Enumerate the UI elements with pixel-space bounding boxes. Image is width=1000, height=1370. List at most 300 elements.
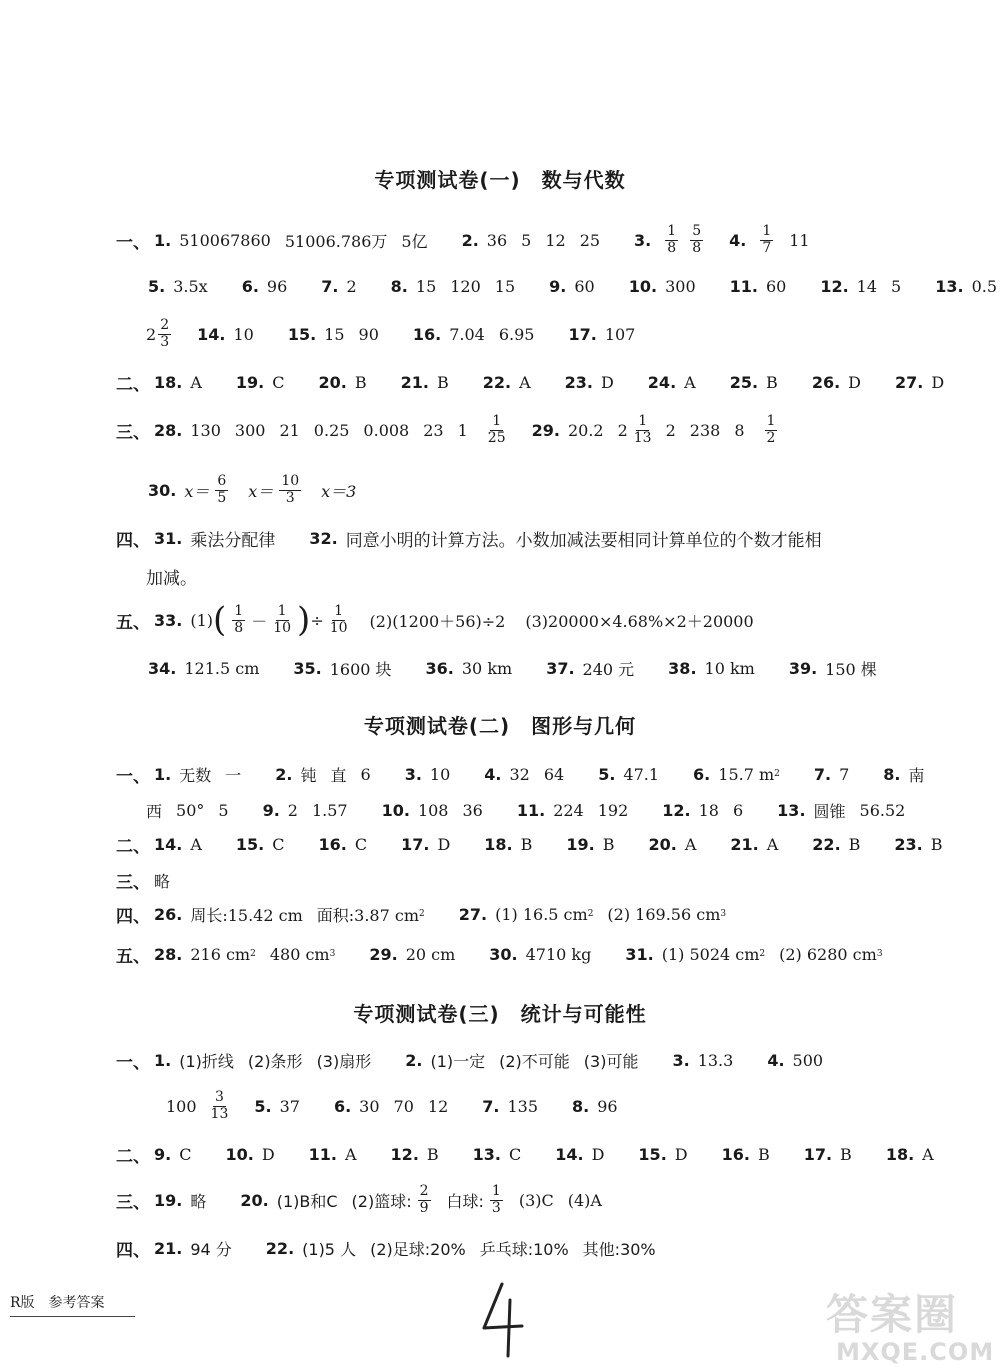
- q-number: 16.: [318, 834, 347, 854]
- answer: 10: [233, 324, 254, 344]
- q-number: 19.: [235, 372, 265, 392]
- answer: 乒乓球:10%: [479, 1239, 569, 1259]
- section-label: 二、: [116, 1146, 150, 1167]
- section-label: 三、: [116, 1192, 150, 1213]
- answer: A: [684, 372, 696, 392]
- answer: 其他:30%: [582, 1239, 656, 1259]
- fraction: $\frac{10}{3}$: [281, 473, 300, 506]
- superscript: 2: [759, 949, 766, 959]
- answer: 47.1: [623, 764, 660, 784]
- superscript: 3: [876, 949, 883, 959]
- answer: 4710 kg: [525, 944, 592, 964]
- answer-line: [116, 1040, 837, 1080]
- q-number: 1.: [154, 1050, 172, 1070]
- fraction: $\frac{3}{13}$: [210, 1089, 229, 1122]
- answer: 2: [287, 800, 298, 820]
- fraction: $\frac{1}{2}$: [766, 413, 776, 446]
- fraction: $\frac{1}{10}$: [329, 603, 348, 636]
- superscript: 3: [329, 949, 336, 959]
- answer: C: [354, 834, 368, 854]
- answer: D: [931, 372, 945, 392]
- answer: D: [674, 1144, 688, 1164]
- answer: 60: [765, 276, 787, 296]
- fraction: $\frac{2}{3}$: [160, 317, 170, 350]
- q-number: 3.: [634, 230, 652, 250]
- section-title-3: 专项测试卷(三) 统计与可能性: [353, 1002, 647, 1026]
- answer: 30: [359, 1096, 380, 1116]
- answer: (2)不可能: [499, 1051, 570, 1071]
- q-number: 1.: [154, 230, 172, 250]
- answer: 12: [427, 1096, 449, 1116]
- answer: D: [437, 834, 451, 854]
- answer: 100: [166, 1096, 197, 1116]
- answer-line: [116, 824, 957, 864]
- answer: x＝: [248, 481, 274, 501]
- q-number: 6.: [241, 276, 259, 296]
- answer-line: [116, 410, 783, 450]
- answer: D: [848, 372, 861, 392]
- q-number: 18.: [885, 1144, 915, 1164]
- q-number: 1.: [154, 764, 172, 784]
- watermark-text: 答案圈: [826, 1290, 959, 1339]
- q-number: 7.: [813, 764, 832, 784]
- superscript: 2: [774, 769, 780, 779]
- answer: 64: [543, 764, 565, 784]
- answer: (1) 16.5 cm: [495, 904, 588, 924]
- answer: C: [272, 372, 285, 392]
- answer: 130: [190, 420, 221, 440]
- answer: B: [757, 1144, 770, 1164]
- q-number: 17.: [401, 834, 430, 854]
- fraction: $\frac{1}{8}$: [667, 223, 677, 256]
- answer: 6.95: [498, 324, 535, 344]
- answer: B: [354, 372, 367, 392]
- answer: 11: [789, 230, 810, 250]
- answer: 15.7 m: [718, 764, 775, 784]
- fraction: $\frac{1}{3}$: [491, 1183, 501, 1216]
- answer: 120: [450, 276, 481, 296]
- right-paren-icon: ): [297, 600, 311, 640]
- answer: 13.3: [697, 1050, 734, 1070]
- q-number: 9.: [154, 1144, 172, 1164]
- answer: 面积:3.87 cm: [316, 905, 420, 925]
- answer: A: [190, 372, 202, 392]
- q-number: 8.: [572, 1096, 590, 1116]
- answer: 7.04: [449, 324, 485, 344]
- q-number: 26.: [154, 904, 183, 924]
- answer: 5亿: [401, 231, 428, 251]
- answer: (1): [190, 610, 214, 630]
- section-label: 五、: [116, 946, 150, 967]
- q-number: 28.: [154, 944, 183, 964]
- answer: C: [272, 834, 285, 854]
- q-number: 20.: [648, 834, 677, 854]
- q-number: 5.: [148, 276, 166, 296]
- section-title-2: 专项测试卷(二) 图形与几何: [363, 714, 637, 738]
- answer: 5: [521, 230, 532, 250]
- answer: 10: [429, 764, 451, 784]
- answer-line: [116, 600, 754, 640]
- q-number: 31.: [154, 528, 183, 548]
- answer: 192: [597, 800, 629, 820]
- answer: 略: [154, 871, 171, 891]
- q-number: 12.: [390, 1144, 419, 1164]
- q-number: 30.: [489, 944, 518, 964]
- q-number: 22.: [482, 372, 512, 392]
- answer-line: [146, 556, 197, 596]
- answer: 5: [891, 276, 902, 296]
- answer: 21: [279, 420, 300, 440]
- answer: 0.5: [971, 276, 998, 296]
- q-number: 14.: [197, 324, 226, 344]
- section-label: 四、: [116, 530, 150, 551]
- q-number: 3.: [672, 1050, 690, 1070]
- answer: (1)折线: [179, 1051, 234, 1071]
- q-number: 8.: [883, 764, 901, 784]
- answer: D: [600, 372, 614, 392]
- q-number: 32.: [309, 528, 338, 548]
- answer: 圆锥: [813, 801, 846, 821]
- answer: (2)篮球:: [351, 1191, 412, 1211]
- section-label: 一、: [116, 1052, 150, 1073]
- q-number: 29.: [531, 420, 560, 440]
- q-number: 2.: [275, 764, 293, 784]
- answer: 1.57: [311, 800, 348, 820]
- q-number: 34.: [148, 658, 177, 678]
- answer: 12: [545, 230, 566, 250]
- answer: A: [519, 372, 531, 392]
- answer: 36: [462, 800, 483, 820]
- handwritten-page-number-icon: [472, 1280, 528, 1360]
- q-number: 37.: [546, 658, 575, 678]
- q-number: 23.: [564, 372, 593, 392]
- answer: 1: [457, 420, 468, 440]
- answer: 94 分: [190, 1239, 232, 1259]
- fraction: $\frac{1}{7}$: [762, 223, 772, 256]
- q-number: 15.: [287, 324, 317, 344]
- answer: 135: [507, 1096, 539, 1116]
- q-number: 39.: [788, 658, 818, 678]
- q-number: 2.: [405, 1050, 423, 1070]
- q-number: 20.: [240, 1190, 269, 1210]
- answer: (2)足球:20%: [370, 1239, 466, 1259]
- q-number: 21.: [400, 372, 429, 392]
- answer: D: [261, 1144, 275, 1164]
- section-label: 四、: [116, 1240, 150, 1261]
- answer: 36: [486, 230, 508, 250]
- q-number: 31.: [625, 944, 654, 964]
- answer: (2) 6280 cm: [779, 944, 877, 964]
- q-number: 11.: [516, 800, 546, 820]
- answer-line: [116, 754, 925, 794]
- q-number: 5.: [254, 1096, 272, 1116]
- q-number: 11.: [308, 1144, 337, 1164]
- answer: 2: [665, 420, 676, 440]
- answer-line: [146, 470, 356, 510]
- answer: 20 cm: [405, 944, 456, 964]
- section-title-1: 专项测试卷(一) 数与代数: [374, 168, 626, 192]
- answer: 51006.786万: [284, 231, 388, 251]
- answer: C: [509, 1144, 522, 1164]
- q-number: 24.: [647, 372, 677, 392]
- answer: (2) 169.56 cm: [607, 904, 721, 924]
- fraction: $\frac{5}{8}$: [692, 223, 702, 256]
- q-number: 4.: [484, 764, 502, 784]
- answer: B: [766, 372, 778, 392]
- answer: B: [426, 1144, 439, 1164]
- operator: ÷: [310, 610, 324, 630]
- answer: 90: [358, 324, 379, 344]
- answer: 30 km: [461, 658, 513, 678]
- q-number: 20.: [318, 372, 347, 392]
- q-number: 4.: [729, 230, 747, 250]
- left-paren-icon: (: [213, 600, 227, 640]
- superscript: 2: [419, 909, 425, 919]
- answer-line: [146, 266, 1000, 306]
- answer: 50°: [176, 800, 205, 820]
- fraction: $\frac{1}{10}$: [273, 603, 292, 636]
- q-number: 12.: [820, 276, 849, 296]
- answer-line: [116, 1180, 616, 1220]
- q-number: 22.: [812, 834, 841, 854]
- answer: 238: [689, 420, 721, 440]
- answer: 96: [597, 1096, 618, 1116]
- answer: 107: [604, 324, 636, 344]
- answer: 500: [792, 1050, 824, 1070]
- q-number: 17.: [803, 1144, 833, 1164]
- answer: 240 元: [582, 659, 635, 679]
- q-number: 28.: [154, 420, 183, 440]
- answer: 300: [665, 276, 696, 296]
- answer-line: [166, 1086, 632, 1126]
- answer: A: [190, 834, 202, 854]
- answer: 1600 块: [329, 659, 392, 679]
- answer: x＝3: [321, 481, 357, 501]
- answer: 0.25: [313, 420, 350, 440]
- q-number: 29.: [369, 944, 398, 964]
- q-number: 19.: [566, 834, 595, 854]
- answer: 510067860: [179, 230, 271, 250]
- section-label: 三、: [116, 422, 150, 443]
- answer: 60: [574, 276, 595, 296]
- answer: 南: [908, 765, 925, 785]
- answer: (1)B和C: [276, 1191, 338, 1211]
- q-number: 9.: [549, 276, 567, 296]
- answer: 70: [393, 1096, 414, 1116]
- section-label: 一、: [116, 232, 150, 253]
- q-number: 4.: [767, 1050, 785, 1070]
- q-number: 12.: [662, 800, 691, 820]
- answer: (2)条形: [247, 1051, 303, 1071]
- q-number: 25.: [729, 372, 759, 392]
- answer: (4)A: [567, 1190, 602, 1210]
- answer-line: [116, 894, 726, 934]
- answer: 无数: [179, 765, 212, 785]
- answer-line: [116, 362, 958, 402]
- q-number: 23.: [894, 834, 923, 854]
- answer: D: [591, 1144, 605, 1164]
- answer-line: [116, 1228, 670, 1268]
- q-number: 21.: [730, 834, 759, 854]
- q-number: 5.: [598, 764, 616, 784]
- answer: 150 棵: [825, 659, 877, 679]
- answer: A: [344, 1144, 357, 1164]
- answer: A: [684, 834, 697, 854]
- answer: (3)C: [518, 1190, 554, 1210]
- operator: －: [251, 611, 268, 631]
- answer: (1)一定: [430, 1051, 486, 1071]
- answer-line: [146, 314, 649, 354]
- q-number: 6.: [693, 764, 711, 784]
- q-number: 8.: [390, 276, 408, 296]
- footer-edition: [10, 1292, 105, 1312]
- answer: 钝: [300, 765, 317, 785]
- q-number: 3.: [404, 764, 422, 784]
- answer: 6: [732, 800, 744, 820]
- q-number: 14.: [154, 834, 183, 854]
- q-number: 16.: [721, 1144, 750, 1164]
- answer-line: [146, 648, 891, 688]
- q-number: 7.: [482, 1096, 500, 1116]
- edition-label: R版 参考答案: [10, 1295, 105, 1311]
- fraction: $\frac{1}{8}$: [234, 603, 244, 636]
- q-number: 13.: [472, 1144, 501, 1164]
- answer: 56.52: [859, 800, 906, 820]
- answer-line: [116, 220, 824, 260]
- section-label: 四、: [116, 906, 150, 927]
- answer: 周长:15.42 cm: [190, 905, 303, 925]
- answer: C: [179, 1144, 192, 1164]
- answer: 14: [856, 276, 878, 296]
- answer: 216 cm: [190, 944, 251, 964]
- answer: 15: [415, 276, 437, 296]
- answer: 白球:: [446, 1191, 484, 1211]
- section-label: 五、: [116, 612, 150, 633]
- answer: 0.008: [363, 420, 410, 440]
- superscript: 2: [587, 909, 594, 919]
- answer: 2: [346, 276, 357, 296]
- answer: 2: [617, 420, 628, 440]
- q-number: 27.: [458, 904, 488, 924]
- q-number: 18.: [154, 372, 183, 392]
- answer: B: [930, 834, 943, 854]
- q-number: 19.: [154, 1190, 183, 1210]
- answer: 6: [360, 764, 371, 784]
- answer: 25: [579, 230, 601, 250]
- answer: 108: [417, 800, 449, 820]
- q-number: 7.: [321, 276, 339, 296]
- answer: B: [602, 834, 615, 854]
- fraction: $\frac{1}{25}$: [487, 413, 506, 446]
- answer: B: [436, 372, 449, 392]
- q-number: 10.: [628, 276, 658, 296]
- answer: 18: [698, 800, 719, 820]
- q-number: 18.: [484, 834, 513, 854]
- answer: x＝: [184, 481, 210, 501]
- answer: 8: [734, 420, 745, 440]
- answer-line: [116, 934, 883, 974]
- answer: 15: [494, 276, 516, 296]
- answer: 加减。: [146, 568, 197, 589]
- q-number: 13.: [935, 276, 964, 296]
- answer: 略: [190, 1191, 207, 1211]
- q-number: 9.: [262, 800, 280, 820]
- superscript: 2: [250, 949, 256, 959]
- q-number: 10.: [225, 1144, 254, 1164]
- answer: 同意小明的计算方法。小数加减法要相同计算单位的个数才能相: [345, 530, 822, 551]
- answer-line: [116, 1134, 948, 1174]
- answer: B: [848, 834, 861, 854]
- q-number: 15.: [638, 1144, 667, 1164]
- q-number: 35.: [293, 658, 322, 678]
- q-number: 21.: [154, 1238, 183, 1258]
- q-number: 33.: [154, 610, 183, 630]
- answer: 2: [146, 324, 157, 344]
- fraction: $\frac{6}{5}$: [217, 473, 227, 506]
- answer: 西: [146, 801, 163, 821]
- answer: 直: [330, 765, 347, 785]
- answer: (3)可能: [583, 1051, 639, 1071]
- answer: (3)扇形: [316, 1051, 372, 1071]
- section-label: 一、: [116, 766, 150, 787]
- q-number: 17.: [568, 324, 597, 344]
- answer: 96: [266, 276, 288, 296]
- answer: 5: [218, 800, 229, 820]
- q-number: 13.: [777, 800, 806, 820]
- q-number: 11.: [729, 276, 758, 296]
- answer: (3)20000×4.68%×2＋20000: [525, 611, 754, 631]
- q-number: 27.: [894, 372, 924, 392]
- watermark-logo: [826, 1276, 1000, 1370]
- answer: (1)5 人: [302, 1239, 357, 1259]
- footer-divider: [10, 1316, 135, 1317]
- answer: (1) 5024 cm: [661, 944, 760, 964]
- answer: 7: [839, 764, 850, 784]
- answer: 20.2: [567, 420, 604, 440]
- q-number: 14.: [555, 1144, 584, 1164]
- q-number: 30.: [148, 480, 177, 500]
- section-label: 二、: [116, 836, 150, 857]
- q-number: 38.: [668, 658, 697, 678]
- answer: 乘法分配律: [190, 530, 276, 551]
- answer: (2)(1200＋56)÷2: [369, 611, 506, 631]
- answer: 300: [234, 420, 266, 440]
- superscript: 3: [720, 909, 727, 919]
- answer: 一: [225, 765, 242, 785]
- answer: 37: [279, 1096, 300, 1116]
- answer: 10 km: [704, 658, 755, 678]
- answer: 480 cm: [269, 944, 330, 964]
- q-number: 16.: [412, 324, 442, 344]
- section-label: 二、: [116, 374, 150, 395]
- answer: 3.5x: [173, 276, 208, 296]
- q-number: 10.: [381, 800, 410, 820]
- fraction: $\frac{2}{9}$: [419, 1183, 429, 1216]
- q-number: 36.: [425, 658, 454, 678]
- answer: A: [766, 834, 779, 854]
- section-label: 三、: [116, 872, 150, 893]
- q-number: 6.: [333, 1096, 352, 1116]
- answer: 224: [553, 800, 584, 820]
- answer: 32: [509, 764, 530, 784]
- watermark-url: MXQE.COM: [836, 1338, 995, 1366]
- answer-line: [116, 518, 822, 558]
- q-number: 26.: [811, 372, 841, 392]
- answer: B: [840, 1144, 852, 1164]
- q-number: 22.: [265, 1238, 295, 1258]
- fraction: $\frac{1}{13}$: [633, 413, 652, 446]
- q-number: 2.: [461, 230, 479, 250]
